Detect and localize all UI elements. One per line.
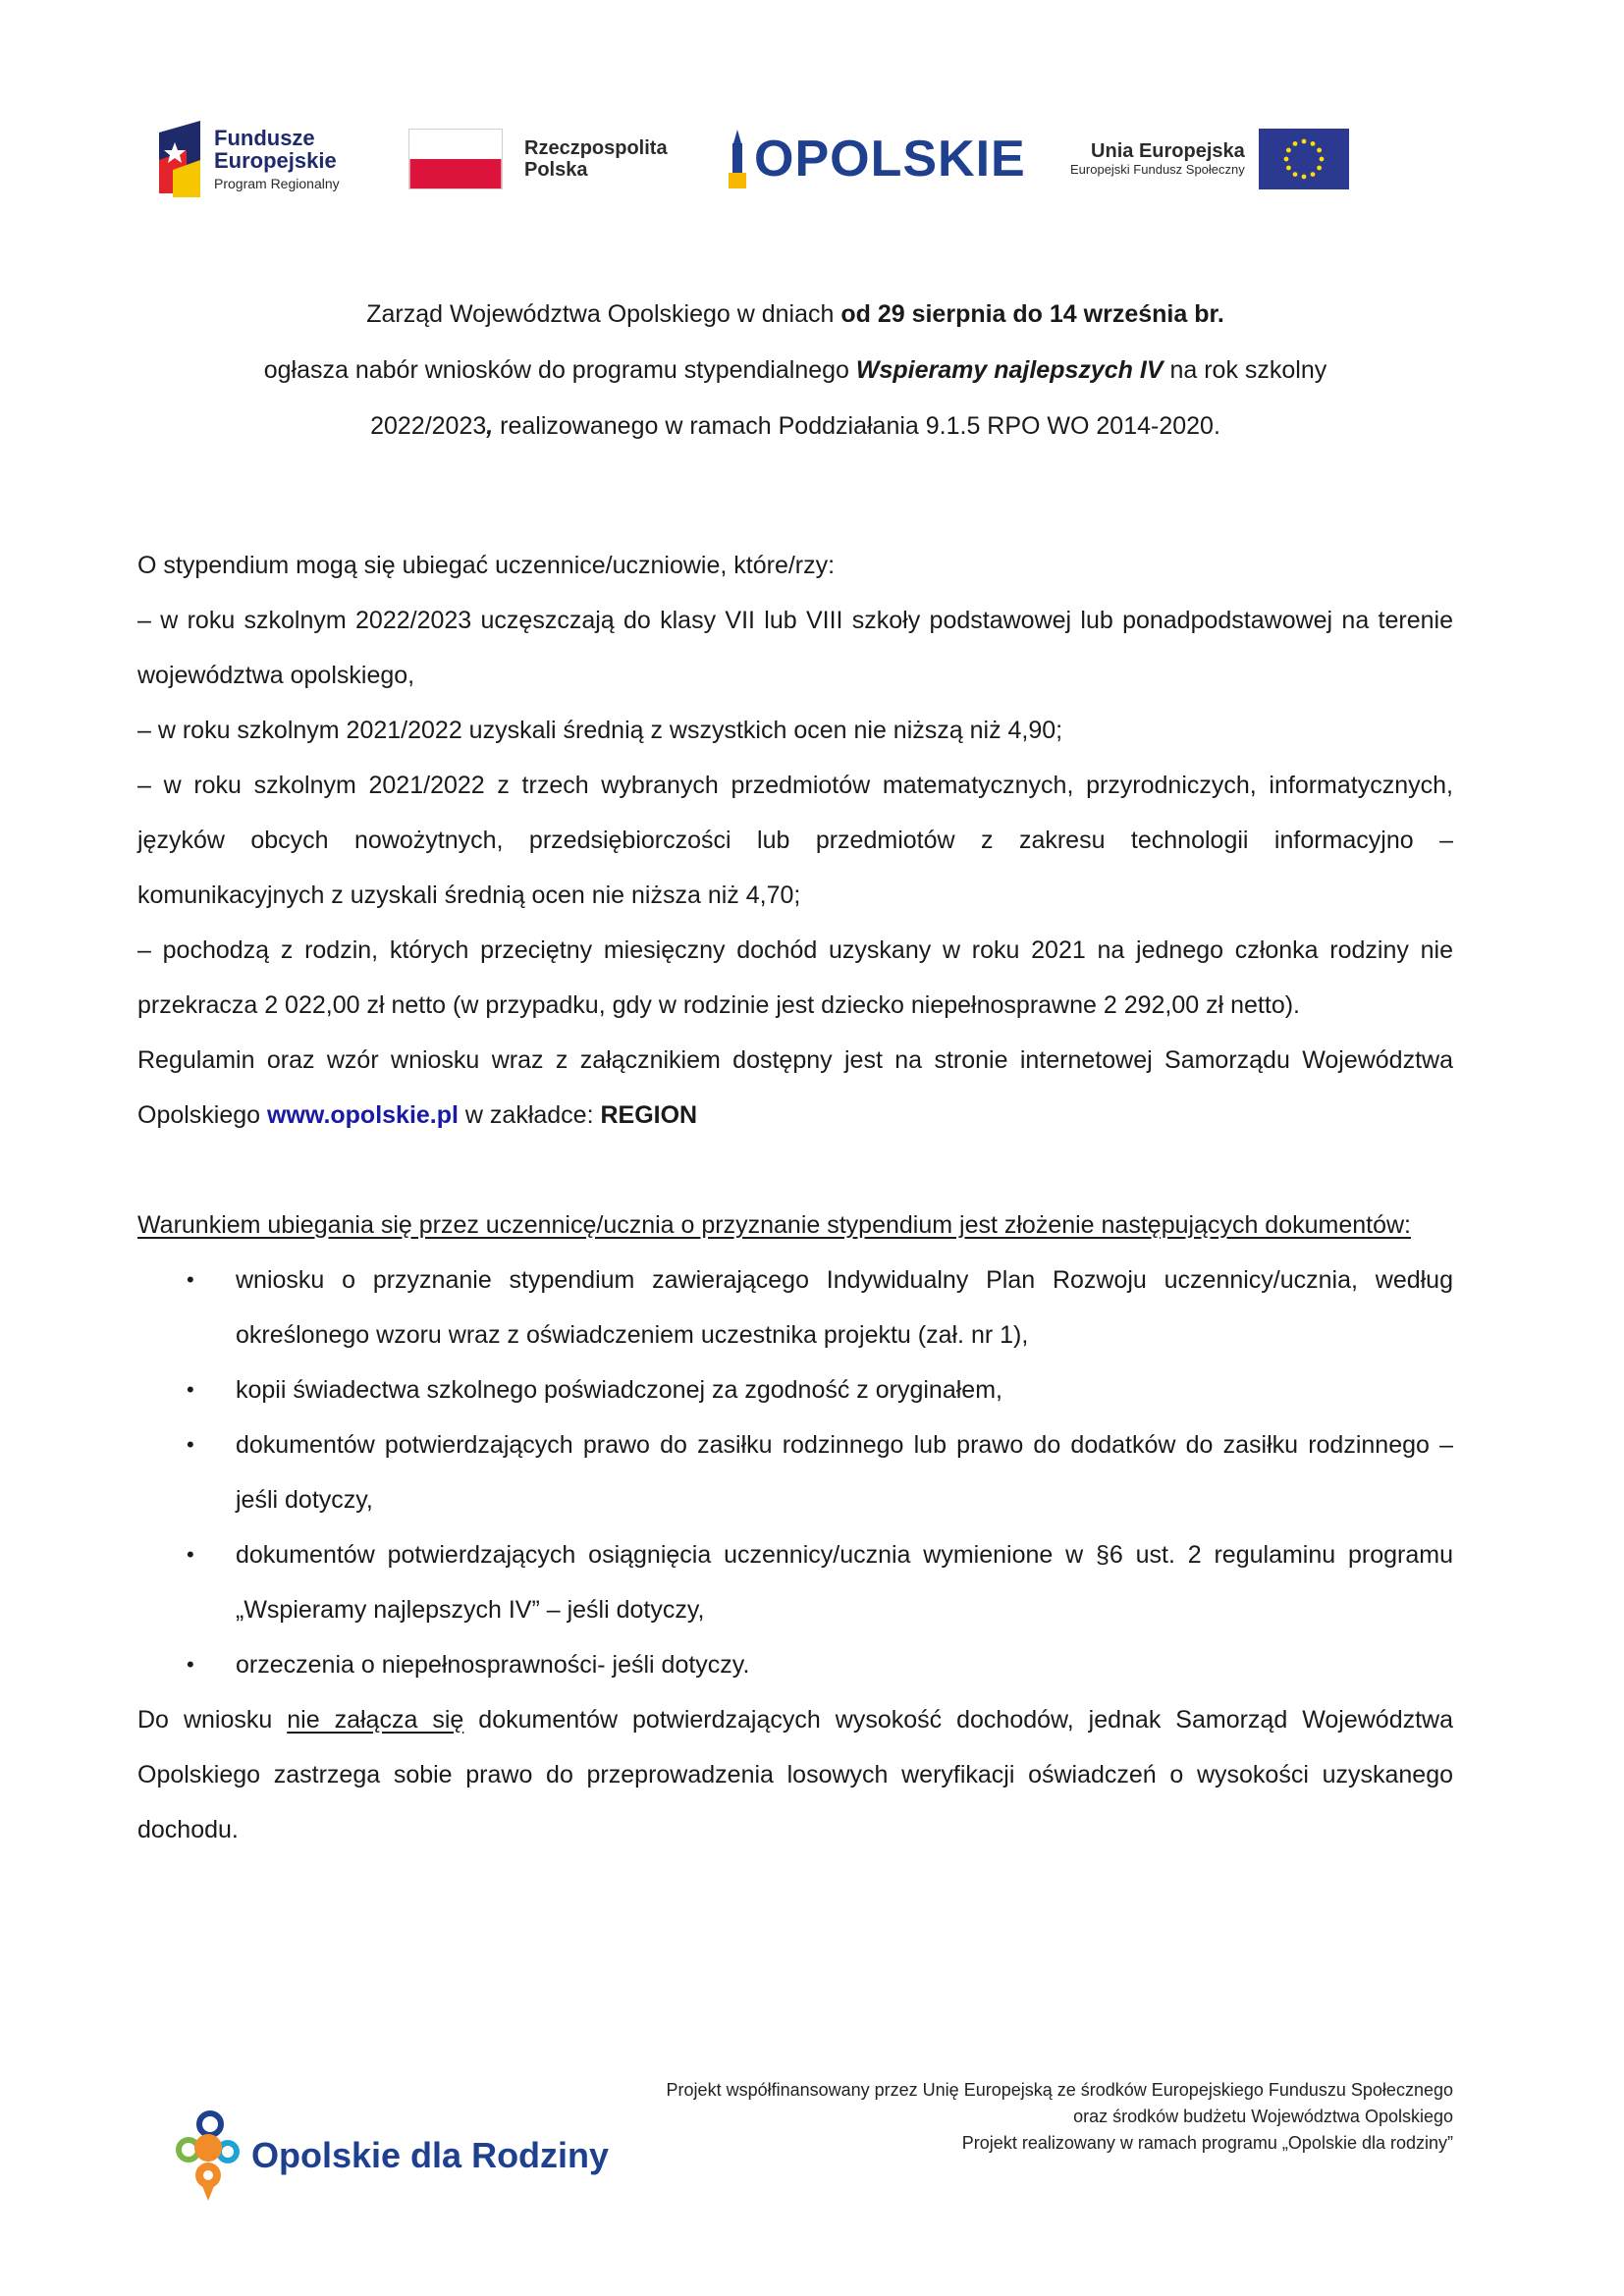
income-note-text: dokumentów potwierdzających wysokość dochodów, jednak Samorząd Województwa Opolskiego zastrzega sobie prawo do przeprowadzenia losowych weryfikacji oświadczeń o wysokości uzyskanego dochodu.	[137, 1706, 1453, 1843]
intro-comma: ,	[486, 412, 494, 440]
region-tab-name: REGION	[600, 1101, 698, 1129]
intro-text: Zarząd Województwa Opolskiego w dniach	[366, 300, 841, 328]
intro-text: realizowanego w ramach Poddziałania 9.1.5 RPO WO 2014-2020.	[493, 412, 1220, 440]
documents-list	[137, 1253, 1453, 1692]
income-note-emphasis: nie załącza się	[287, 1706, 464, 1734]
opolskie-website-link[interactable]: www.opolskie.pl	[267, 1101, 459, 1129]
bullet-icon: •	[187, 1652, 194, 1677]
rzeczpospolita-polska-logo	[408, 116, 668, 202]
funding-notice	[667, 2077, 1453, 2157]
opolskie-logo	[727, 116, 1026, 202]
documents-heading: Warunkiem ubiegania się przez uczennicę/ucznia o przyznanie stypendium jest złożenie następujących dokumentów:	[137, 1211, 1411, 1239]
bullet-icon: •	[187, 1432, 194, 1457]
fundusze-europejskie-label	[214, 127, 340, 191]
ue-line2: Europejski Fundusz Społeczny	[1070, 162, 1245, 178]
fundusze-europejskie-logo	[157, 116, 340, 202]
fe-line2: Europejskie	[214, 148, 337, 174]
fe-line1: Fundusze	[214, 126, 315, 151]
ue-line1: Unia Europejska	[1091, 140, 1245, 163]
funding-line-3: Projekt realizowany w ramach programu „Opolskie dla rodziny”	[961, 2133, 1453, 2153]
opolskie-dla-rodziny-wordmark: Opolskie dla Rodziny	[251, 2135, 610, 2175]
fundusze-europejskie-icon	[157, 121, 202, 197]
document-item-text: dokumentów potwierdzających prawo do zasiłku rodzinnego lub prawo do dodatków do zasiłku rodzinnego – jeśli dotyczy,	[236, 1431, 1453, 1514]
eligibility-criterion-2: – w roku szkolnym 2021/2022 uzyskali średnią z wszystkich ocen nie niższą niż 4,90;	[137, 717, 1063, 744]
intro-text: na rok szkolny	[1163, 356, 1327, 384]
unia-europejska-logo	[1070, 116, 1349, 202]
unia-europejska-label	[1070, 140, 1245, 178]
pl-line1: Rzeczpospolita	[524, 137, 668, 159]
opolskie-wordmark: OPOLSKIE	[754, 131, 1026, 187]
bullet-icon: •	[187, 1542, 194, 1567]
list-item	[137, 1362, 1453, 1417]
eligibility-criterion-4: – pochodzą z rodzin, których przeciętny miesięczny dochód uzyskany w roku 2021 na jednego członka rodziny nie przekracza 2 022,00 zł netto (w przypadku, gdy w rodzinie jest dziecko niepełnosprawne 2 292,00 zł netto).	[137, 936, 1453, 1019]
regulations-text: Regulamin oraz wzór wniosku wraz z załącznikiem dostępny jest na stronie internetowej Samorządu Województwa Opolskiego	[137, 1046, 1453, 1129]
list-item	[137, 1417, 1453, 1527]
intro-text: 2022/2023	[370, 412, 487, 440]
header-logos	[157, 116, 1375, 202]
intro-line-1	[137, 287, 1453, 343]
intro-text: ogłasza nabór wniosków do programu stypendialnego	[263, 356, 856, 384]
opolskie-dla-rodziny-logo	[173, 2107, 609, 2205]
fe-line3: Program Regionalny	[214, 176, 340, 192]
spacer	[137, 1143, 1453, 1198]
regulations-paragraph	[137, 1033, 1453, 1143]
regulations-text: w zakładce:	[458, 1101, 601, 1129]
rzeczpospolita-label	[524, 137, 668, 181]
document-item-text: dokumentów potwierdzających osiągnięcia uczennicy/ucznia wymienione w §6 ust. 2 regulaminu programu „Wspieramy najlepszych IV” – jeśli dotyczy,	[236, 1541, 1453, 1624]
eligibility-criterion-1: – w roku szkolnym 2022/2023 uczęszczają do klasy VII lub VIII szkoły podstawowej lub ponadpodstawowej na terenie województwa opolskiego,	[137, 607, 1453, 689]
income-note-text: Do wniosku	[137, 1706, 288, 1734]
bullet-icon: •	[187, 1377, 194, 1402]
main-content	[137, 538, 1453, 1857]
list-item	[137, 1527, 1453, 1637]
eu-flag-icon	[1259, 129, 1349, 189]
intro-line-2	[137, 343, 1453, 399]
opolskie-tower-icon	[727, 130, 748, 188]
income-note	[137, 1692, 1453, 1857]
intro-line-3	[137, 399, 1453, 454]
eligibility-criterion-3: – w roku szkolnym 2021/2022 z trzech wybranych przedmiotów matematycznych, przyrodniczych, informatycznych, języków obcych nowożytnych, przedsiębiorczości lub przedmiotów z zakresu technologii informacyjno – komunikacyjnych z uzyskali średnią ocen nie niższa niż 4,70;	[137, 772, 1453, 909]
document-item-text: kopii świadectwa szkolnego poświadczonej za zgodność z oryginałem,	[236, 1376, 1002, 1404]
list-item	[137, 1253, 1453, 1362]
announcement-intro	[137, 287, 1453, 454]
family-pins-icon	[173, 2107, 242, 2205]
program-name: Wspieramy najlepszych IV	[855, 356, 1164, 384]
poland-flag-icon	[408, 129, 503, 189]
eligibility-lead: O stypendium mogą się ubiegać uczennice/uczniowie, które/rzy:	[137, 552, 836, 579]
funding-line-2: oraz środków budżetu Województwa Opolskiego	[1073, 2107, 1453, 2126]
document-item-text: orzeczenia o niepełnosprawności- jeśli dotyczy.	[236, 1651, 750, 1679]
document-item-text: wniosku o przyznanie stypendium zawierającego Indywidualny Plan Rozwoju uczennicy/ucznia, według określonego wzoru wraz z oświadczeniem uczestnika projektu (zał. nr 1),	[236, 1266, 1453, 1349]
funding-line-1: Projekt współfinansowany przez Unię Europejską ze środków Europejskiego Funduszu Społecznego	[666, 2080, 1453, 2100]
intro-dates: od 29 sierpnia do 14 września br.	[840, 300, 1224, 328]
bullet-icon: •	[187, 1267, 194, 1292]
pl-line2: Polska	[524, 159, 588, 181]
list-item	[137, 1637, 1453, 1692]
